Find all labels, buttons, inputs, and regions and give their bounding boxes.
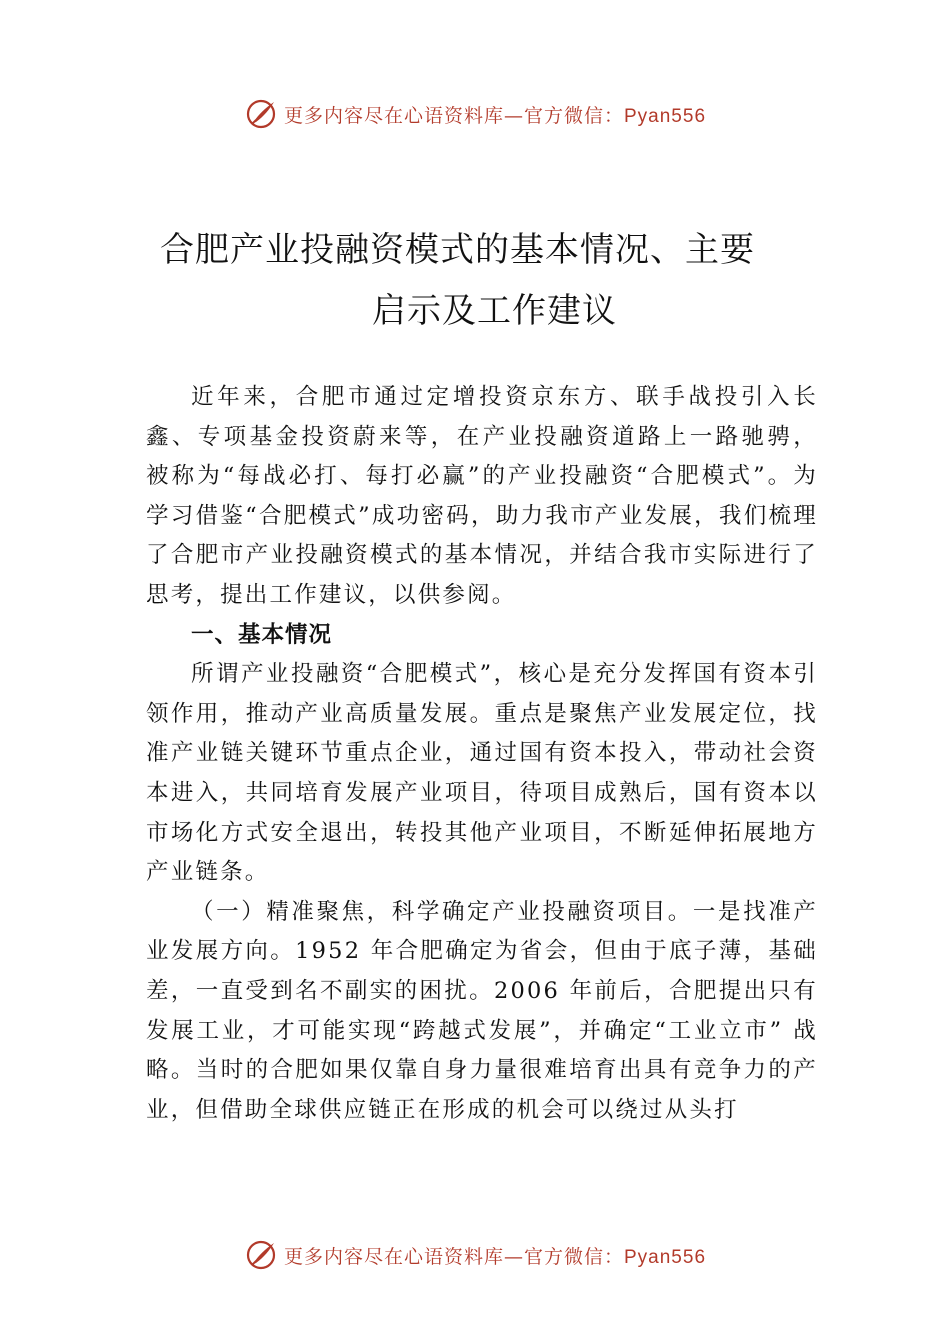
quill-logo-icon xyxy=(244,1238,278,1272)
watermark-text: 更多内容尽在心语资料库—官方微信：Pyan556 xyxy=(283,1245,707,1268)
document-title-line-2: 启示及工作建议 xyxy=(372,291,617,331)
intro-paragraph: 近年来，合肥市通过定增投资京东方、联手战投引入长鑫、专项基金投资蔚来等，在产业投融资道路上一路驰骋， 被称为“每战必打、每打必赢”的产业投融资“合肥模式”。为学习借鉴“合肥模式”成功密码，助力我市产业发展，我们梳理了合肥市产业投融资模式的基本情况，并结合我市实际进行了思考，提出工作建议，以供参阅。 xyxy=(146,384,818,608)
wechat-id: Pyan556 xyxy=(624,105,707,127)
section-paragraph: （一）精准聚焦，科学确定产业投融资项目。一是找准产业发展方向。1952 年合肥确定为省会，但由于底子薄，基础差，一直受到名不副实的困扰。2006 年前后，合肥提出只有发展工业，才可能实现“跨越式发展”，并确定“工业立市” 战略。当时的合肥如果仅靠自身力量很难培育出具有竞争力的产业，但借助全球供应链正在形成的机会可以绕过从头打 xyxy=(146,898,818,1123)
document-title-line-1: 合肥产业投融资模式的基本情况、主要 xyxy=(160,230,755,270)
quill-logo-icon xyxy=(244,97,278,131)
section-heading-basic-situation: 一、基本情况 xyxy=(191,621,333,648)
section-paragraph: 所谓产业投融资“合肥模式”，核心是充分发挥国有资本引领作用，推动产业高质量发展。重点是聚焦产业发展定位，找准产业链关键环节重点企业，通过国有资本投入，带动社会资本进入，共同培育发展产业项目，待项目成熟后，国有资本以市场化方式安全退出，转投其他产业项目，不断延伸拓展地方产业链条。 xyxy=(146,661,818,886)
watermark-banner-top xyxy=(0,92,950,136)
watermark-banner-bottom xyxy=(0,1233,950,1277)
document-body xyxy=(146,378,818,1130)
watermark-text: 更多内容尽在心语资料库—官方微信：Pyan556 xyxy=(283,104,707,127)
wechat-id: Pyan556 xyxy=(624,1246,707,1268)
